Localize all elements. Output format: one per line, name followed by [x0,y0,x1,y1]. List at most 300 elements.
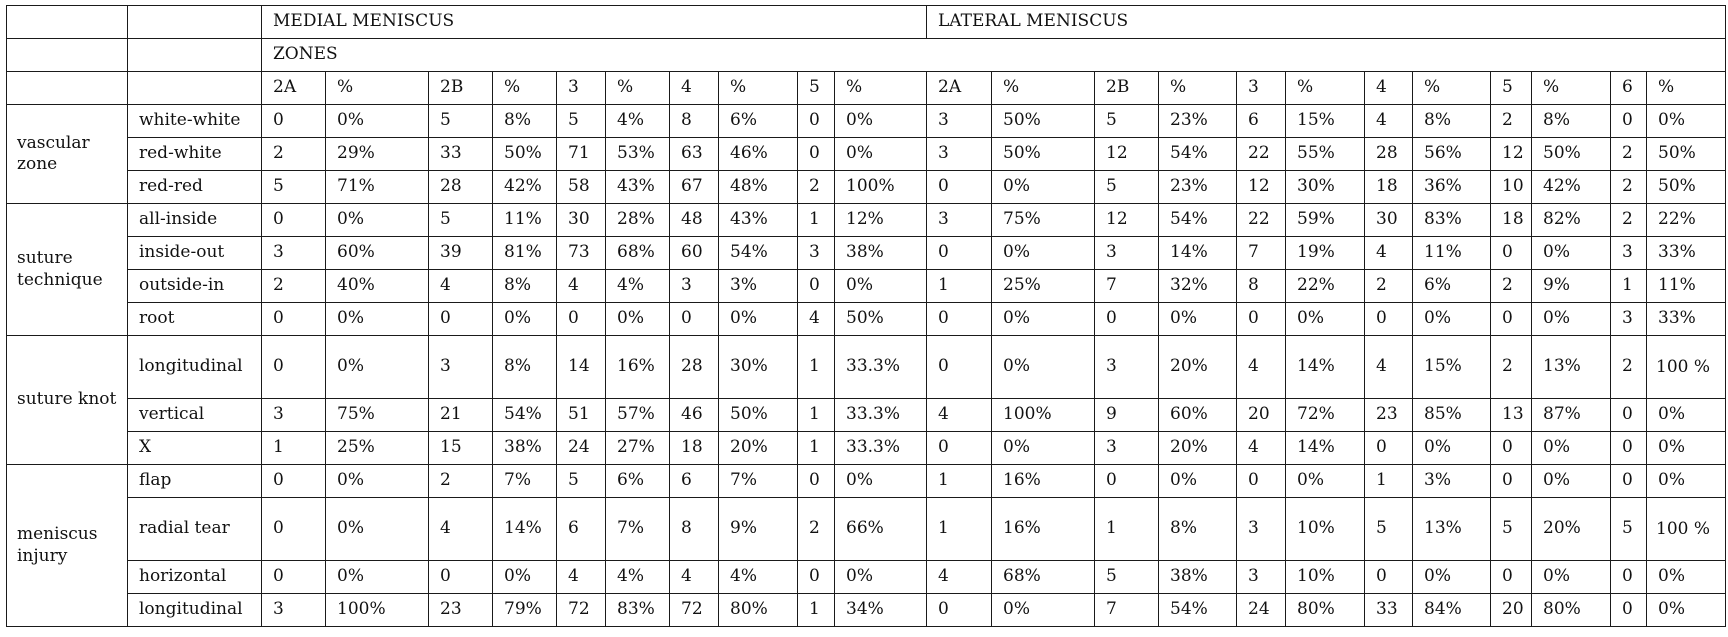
count-cell: 5 [557,105,606,138]
percent-cell: 0% [1532,432,1611,465]
count-cell: 0 [1611,561,1647,594]
percent-cell: 14% [1286,432,1365,465]
count-cell: 2 [1611,336,1647,399]
count-cell: 0 [429,561,493,594]
percent-cell: 25% [992,270,1095,303]
percent-cell: 8% [493,270,557,303]
count-cell: 0 [1095,303,1159,336]
table-row [7,105,1726,138]
percent-cell: 0% [606,303,670,336]
count-cell: 2 [262,270,326,303]
percent-cell: 25% [326,432,429,465]
count-cell: 0 [1611,465,1647,498]
percent-cell: 34% [835,594,927,627]
percent-cell: 0% [992,594,1095,627]
table-row [7,138,1726,171]
count-cell: 3 [429,336,493,399]
percent-cell: 32% [1159,270,1237,303]
percent-cell: 0% [992,171,1095,204]
percent-cell: 22% [1647,204,1726,237]
row-label: X [128,432,262,465]
count-cell: 0 [927,336,992,399]
count-cell: 2 [1491,105,1532,138]
count-cell: 23 [429,594,493,627]
table-row [7,336,1726,399]
percent-cell: 50% [719,399,798,432]
percent-cell: 79% [493,594,557,627]
percent-cell: 23% [1159,105,1237,138]
table-row [7,204,1726,237]
count-cell: 1 [798,336,835,399]
percent-cell: 38% [493,432,557,465]
percent-cell: 50% [1647,138,1726,171]
percent-cell: 8% [493,105,557,138]
count-cell: 2 [1611,204,1647,237]
percent-cell: 0% [1647,465,1726,498]
percent-cell: 0% [992,336,1095,399]
count-cell: 0 [1237,465,1286,498]
count-cell: 2 [1491,270,1532,303]
row-label: red-white [128,138,262,171]
count-cell: 5 [1491,498,1532,561]
percent-cell: 0% [1413,432,1491,465]
table-row [7,498,1726,561]
count-cell: 58 [557,171,606,204]
percent-cell: 80% [1286,594,1365,627]
percent-cell: 0% [493,303,557,336]
count-cell: 6 [670,465,719,498]
percent-cell: 55% [1286,138,1365,171]
table-row [7,594,1726,627]
percent-cell: 100% [326,594,429,627]
count-cell: 3 [670,270,719,303]
percent-cell: 0% [1532,561,1611,594]
count-cell: 3 [927,105,992,138]
empty-header-cell [7,72,128,105]
percent-cell: 7% [719,465,798,498]
count-cell: 8 [670,498,719,561]
percent-cell: 57% [606,399,670,432]
count-cell: 0 [927,237,992,270]
column-header: 5 [1491,72,1532,105]
count-cell: 0 [798,270,835,303]
count-cell: 1 [262,432,326,465]
percent-cell: 8% [1532,105,1611,138]
column-header: % [1532,72,1611,105]
count-cell: 28 [1365,138,1413,171]
column-header: 3 [1237,72,1286,105]
column-header: 6 [1611,72,1647,105]
percent-cell: 0% [835,465,927,498]
percent-cell: 0% [992,237,1095,270]
percent-cell: 0% [1532,237,1611,270]
percent-cell: 7% [606,498,670,561]
percent-cell: 4% [606,105,670,138]
percent-cell: 3% [1413,465,1491,498]
count-cell: 67 [670,171,719,204]
percent-cell: 10% [1286,561,1365,594]
count-cell: 12 [1237,171,1286,204]
count-cell: 20 [1491,594,1532,627]
percent-cell: 0% [493,561,557,594]
count-cell: 4 [670,561,719,594]
count-cell: 30 [557,204,606,237]
count-cell: 5 [1611,498,1647,561]
count-cell: 10 [1491,171,1532,204]
percent-cell: 0% [835,138,927,171]
column-header: 2A [927,72,992,105]
row-label: vertical [128,399,262,432]
row-label: longitudinal [128,336,262,399]
column-header: % [719,72,798,105]
percent-cell: 100% [992,399,1095,432]
table-row [7,465,1726,498]
count-cell: 71 [557,138,606,171]
header-row-meniscus [7,6,1726,39]
count-cell: 5 [1095,561,1159,594]
percent-cell: 54% [1159,594,1237,627]
zones-header: ZONES [262,39,1726,72]
percent-cell: 0% [992,432,1095,465]
percent-cell: 83% [1413,204,1491,237]
percent-cell: 80% [1532,594,1611,627]
percent-cell: 0% [326,204,429,237]
row-label: horizontal [128,561,262,594]
percent-cell: 33.3% [835,432,927,465]
percent-cell: 0% [1647,561,1726,594]
percent-cell: 38% [835,237,927,270]
count-cell: 23 [1365,399,1413,432]
count-cell: 0 [1491,237,1532,270]
count-cell: 4 [557,561,606,594]
count-cell: 0 [927,432,992,465]
count-cell: 0 [1491,561,1532,594]
empty-header-cell [7,39,128,72]
meniscus-table [6,5,1726,627]
percent-cell: 0% [326,498,429,561]
count-cell: 4 [798,303,835,336]
count-cell: 0 [670,303,719,336]
count-cell: 24 [557,432,606,465]
percent-cell: 54% [1159,204,1237,237]
percent-cell: 72% [1286,399,1365,432]
count-cell: 0 [798,561,835,594]
percent-cell: 60% [1159,399,1237,432]
percent-cell: 9% [1532,270,1611,303]
percent-cell: 8% [1413,105,1491,138]
percent-cell: 23% [1159,171,1237,204]
percent-cell: 0% [1159,303,1237,336]
percent-cell: 50% [992,138,1095,171]
count-cell: 0 [1365,303,1413,336]
percent-cell: 6% [1413,270,1491,303]
count-cell: 1 [1095,498,1159,561]
row-label: red-red [128,171,262,204]
count-cell: 0 [557,303,606,336]
percent-cell: 16% [992,498,1095,561]
count-cell: 0 [927,303,992,336]
count-cell: 7 [1095,270,1159,303]
count-cell: 4 [429,270,493,303]
count-cell: 72 [670,594,719,627]
medial-meniscus-header: MEDIAL MENISCUS [262,6,927,39]
percent-cell: 6% [719,105,798,138]
count-cell: 1 [927,465,992,498]
percent-cell: 43% [719,204,798,237]
percent-cell: 16% [992,465,1095,498]
count-cell: 3 [262,594,326,627]
percent-cell: 84% [1413,594,1491,627]
count-cell: 30 [1365,204,1413,237]
count-cell: 7 [1095,594,1159,627]
count-cell: 1 [1365,465,1413,498]
count-cell: 6 [557,498,606,561]
count-cell: 1 [927,270,992,303]
count-cell: 1 [798,432,835,465]
count-cell: 22 [1237,138,1286,171]
percent-cell: 8% [493,336,557,399]
count-cell: 63 [670,138,719,171]
count-cell: 4 [927,399,992,432]
percent-cell: 4% [719,561,798,594]
percent-cell: 50% [835,303,927,336]
column-header: % [606,72,670,105]
count-cell: 0 [798,465,835,498]
percent-cell: 16% [606,336,670,399]
percent-cell: 85% [1413,399,1491,432]
table-row [7,399,1726,432]
percent-cell: 42% [493,171,557,204]
count-cell: 20 [1237,399,1286,432]
percent-cell: 20% [1159,336,1237,399]
count-cell: 0 [262,204,326,237]
count-cell: 46 [670,399,719,432]
column-header: % [493,72,557,105]
empty-header-cell [128,72,262,105]
percent-cell: 56% [1413,138,1491,171]
column-header: 2B [429,72,493,105]
percent-cell: 42% [1532,171,1611,204]
percent-cell: 20% [1159,432,1237,465]
row-label: outside-in [128,270,262,303]
count-cell: 39 [429,237,493,270]
group-label: suture knot [7,336,128,465]
percent-cell: 48% [719,171,798,204]
count-cell: 18 [1491,204,1532,237]
percent-cell: 15% [1413,336,1491,399]
percent-cell: 59% [1286,204,1365,237]
percent-cell: 29% [326,138,429,171]
percent-cell: 33.3% [835,336,927,399]
percent-cell: 0% [1532,465,1611,498]
table-row [7,303,1726,336]
percent-cell: 27% [606,432,670,465]
percent-cell: 0% [835,270,927,303]
count-cell: 12 [1491,138,1532,171]
percent-cell: 0% [719,303,798,336]
percent-cell: 13% [1532,336,1611,399]
group-label: meniscus injury [7,465,128,627]
percent-cell: 22% [1286,270,1365,303]
percent-cell: 3% [719,270,798,303]
percent-cell: 4% [606,561,670,594]
count-cell: 1 [798,399,835,432]
percent-cell: 36% [1413,171,1491,204]
percent-cell: 0% [1647,594,1726,627]
percent-cell: 54% [493,399,557,432]
count-cell: 8 [670,105,719,138]
percent-cell: 0% [1413,303,1491,336]
empty-header-cell [128,6,262,39]
count-cell: 3 [1095,237,1159,270]
count-cell: 0 [927,171,992,204]
count-cell: 3 [1237,561,1286,594]
count-cell: 48 [670,204,719,237]
table-row [7,270,1726,303]
count-cell: 0 [262,303,326,336]
percent-cell: 100% [835,171,927,204]
percent-cell: 6% [606,465,670,498]
percent-cell: 53% [606,138,670,171]
percent-cell: 46% [719,138,798,171]
count-cell: 3 [798,237,835,270]
empty-header-cell [128,39,262,72]
count-cell: 3 [1611,237,1647,270]
percent-cell: 19% [1286,237,1365,270]
count-cell: 0 [1611,432,1647,465]
count-cell: 0 [1611,399,1647,432]
group-label: suture technique [7,204,128,336]
count-cell: 24 [1237,594,1286,627]
count-cell: 0 [1611,105,1647,138]
percent-cell: 100 % [1647,336,1726,399]
row-label: flap [128,465,262,498]
count-cell: 5 [262,171,326,204]
count-cell: 0 [1491,432,1532,465]
count-cell: 18 [670,432,719,465]
count-cell: 4 [927,561,992,594]
column-header: % [1413,72,1491,105]
column-header: % [1159,72,1237,105]
percent-cell: 9% [719,498,798,561]
count-cell: 4 [1365,105,1413,138]
percent-cell: 0% [326,105,429,138]
count-cell: 0 [798,105,835,138]
row-label: white-white [128,105,262,138]
count-cell: 2 [1365,270,1413,303]
column-header: 5 [798,72,835,105]
percent-cell: 81% [493,237,557,270]
count-cell: 13 [1491,399,1532,432]
percent-cell: 50% [992,105,1095,138]
count-cell: 18 [1365,171,1413,204]
count-cell: 1 [1611,270,1647,303]
count-cell: 0 [927,594,992,627]
percent-cell: 40% [326,270,429,303]
percent-cell: 33% [1647,237,1726,270]
percent-cell: 0% [835,561,927,594]
count-cell: 0 [429,303,493,336]
count-cell: 4 [1237,432,1286,465]
percent-cell: 13% [1413,498,1491,561]
percent-cell: 0% [326,303,429,336]
count-cell: 5 [1095,105,1159,138]
count-cell: 5 [1095,171,1159,204]
count-cell: 4 [1365,336,1413,399]
table-body [7,6,1726,627]
percent-cell: 30% [1286,171,1365,204]
percent-cell: 38% [1159,561,1237,594]
count-cell: 33 [1365,594,1413,627]
percent-cell: 71% [326,171,429,204]
header-row-zones [7,39,1726,72]
percent-cell: 0% [326,465,429,498]
percent-cell: 20% [1532,498,1611,561]
count-cell: 5 [557,465,606,498]
percent-cell: 80% [719,594,798,627]
count-cell: 8 [1237,270,1286,303]
count-cell: 72 [557,594,606,627]
count-cell: 12 [1095,138,1159,171]
empty-header-cell [7,6,128,39]
percent-cell: 7% [493,465,557,498]
count-cell: 12 [1095,204,1159,237]
column-header: % [835,72,927,105]
count-cell: 4 [429,498,493,561]
percent-cell: 54% [719,237,798,270]
percent-cell: 11% [493,204,557,237]
count-cell: 2 [798,498,835,561]
percent-cell: 0% [1413,561,1491,594]
count-cell: 4 [1365,237,1413,270]
count-cell: 0 [1365,561,1413,594]
percent-cell: 68% [606,237,670,270]
percent-cell: 10% [1286,498,1365,561]
percent-cell: 15% [1286,105,1365,138]
percent-cell: 50% [493,138,557,171]
column-header: % [1647,72,1726,105]
count-cell: 1 [927,498,992,561]
percent-cell: 11% [1413,237,1491,270]
column-header: 2B [1095,72,1159,105]
percent-cell: 20% [719,432,798,465]
count-cell: 0 [262,498,326,561]
table-row [7,237,1726,270]
count-cell: 7 [1237,237,1286,270]
percent-cell: 0% [835,105,927,138]
column-header: 3 [557,72,606,105]
percent-cell: 0% [326,561,429,594]
percent-cell: 100 % [1647,498,1726,561]
percent-cell: 0% [1647,399,1726,432]
count-cell: 0 [1611,594,1647,627]
count-cell: 15 [429,432,493,465]
percent-cell: 33.3% [835,399,927,432]
count-cell: 2 [429,465,493,498]
percent-cell: 87% [1532,399,1611,432]
header-row-columns [7,72,1726,105]
row-label: longitudinal [128,594,262,627]
row-label: radial tear [128,498,262,561]
count-cell: 0 [1237,303,1286,336]
row-label: all-inside [128,204,262,237]
count-cell: 0 [1095,465,1159,498]
column-header: 4 [1365,72,1413,105]
count-cell: 3 [1095,336,1159,399]
percent-cell: 82% [1532,204,1611,237]
count-cell: 60 [670,237,719,270]
count-cell: 4 [557,270,606,303]
